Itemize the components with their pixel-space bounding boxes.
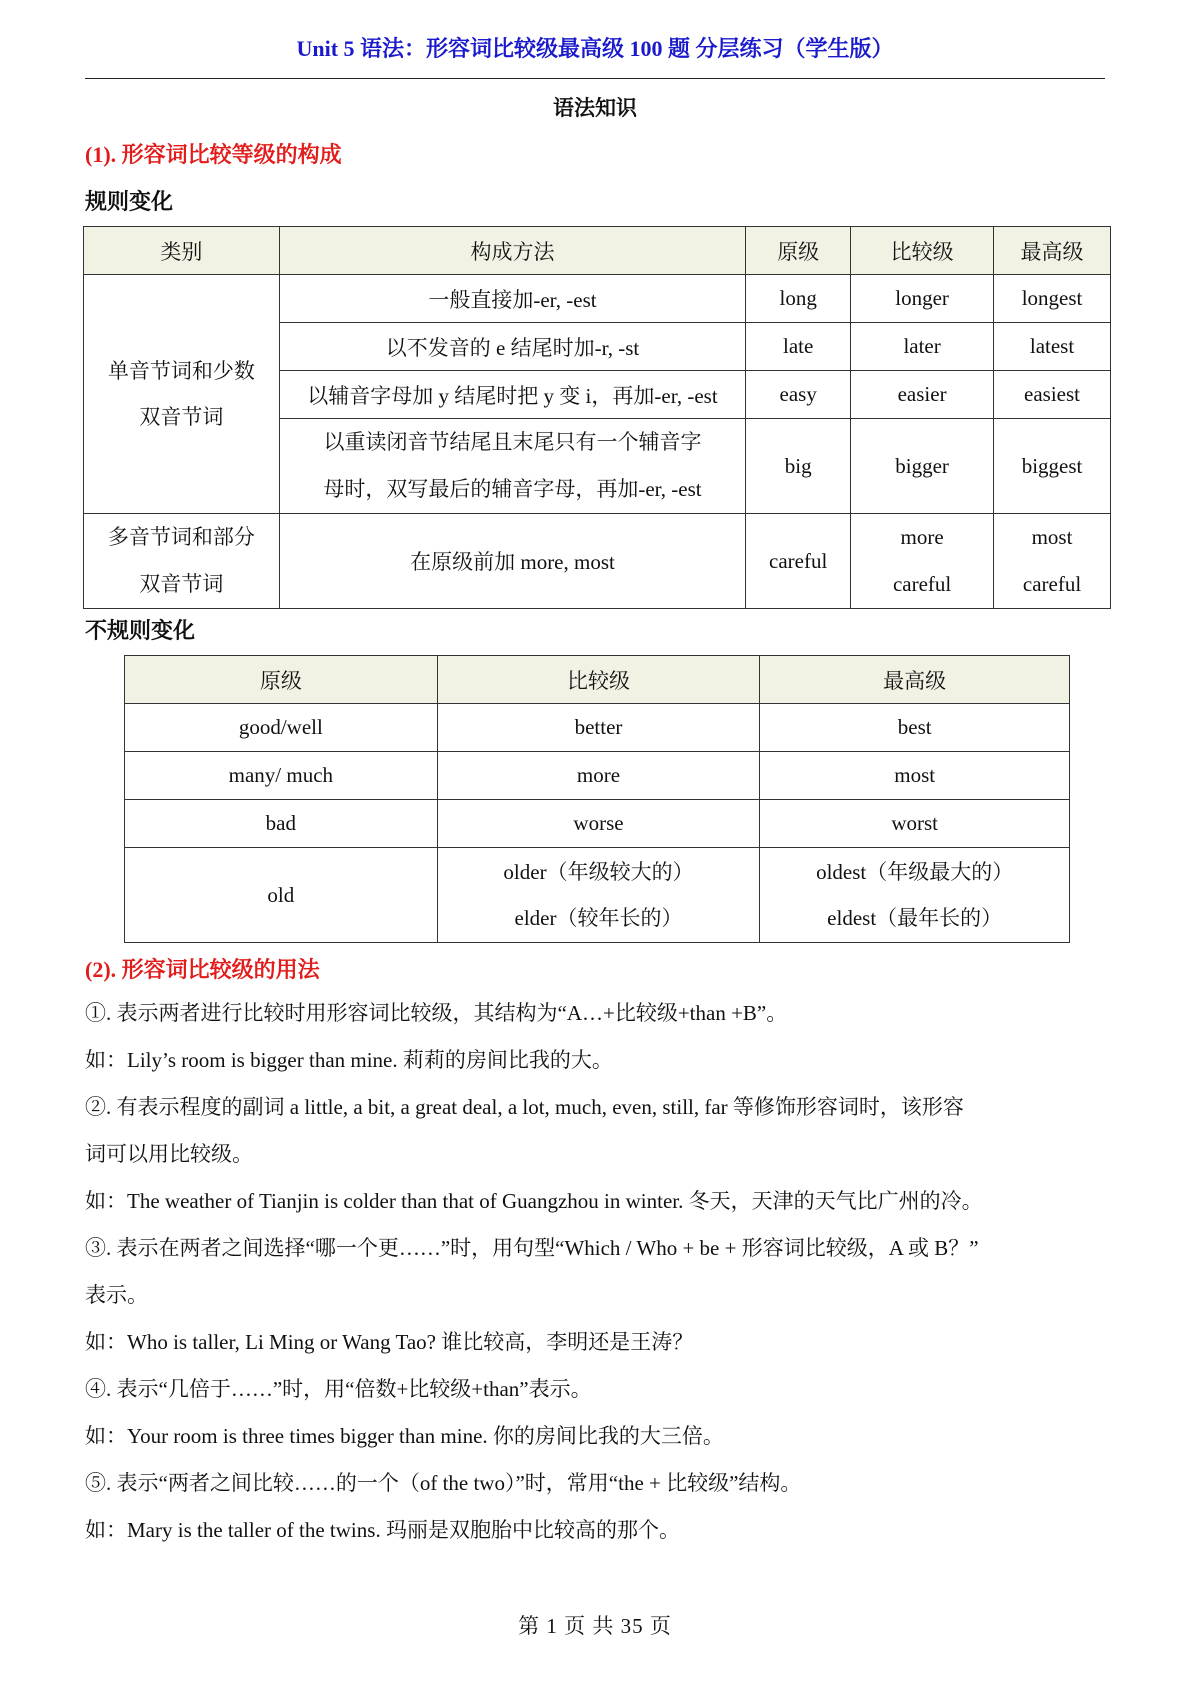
usage-line: ②. 有表示程度的副词 a little, a bit, a great deal, a lot, much, even, still, far 等修饰形容词时，该形容: [85, 1095, 964, 1119]
table-row: [125, 704, 1070, 752]
usage-line: 词可以用比较级。: [85, 1142, 253, 1166]
column-header: 最高级: [994, 227, 1111, 275]
column-header: 原级: [125, 656, 438, 704]
table-row: [84, 514, 1111, 609]
comparative-cell: worse: [437, 800, 760, 848]
base-cell: easy: [746, 371, 851, 419]
base-cell: long: [746, 275, 851, 323]
superlative-cell: latest: [994, 323, 1111, 371]
column-header: 最高级: [760, 656, 1070, 704]
base-cell: old: [125, 848, 438, 943]
column-header: 原级: [746, 227, 851, 275]
base-cell: good/well: [125, 704, 438, 752]
base-cell: late: [746, 323, 851, 371]
superlative-cell: most: [760, 752, 1070, 800]
page-header: [85, 32, 1105, 79]
usage-example: 如：The weather of Tianjin is colder than that of Guangzhou in winter. 冬天，天津的天气比广州的冷。: [85, 1189, 983, 1213]
base-cell: bad: [125, 800, 438, 848]
usage-example: 如：Who is taller, Li Ming or Wang Tao? 谁比较高，李明还是王涛？: [85, 1330, 694, 1354]
method-cell: 以不发音的 e 结尾时加-r, -st: [279, 323, 745, 371]
comparative-cell: more careful: [851, 514, 994, 609]
regular-change-table: [83, 226, 1111, 609]
superlative-cell: biggest: [994, 419, 1111, 514]
section-title: 语法知识: [553, 96, 637, 120]
base-cell: careful: [746, 514, 851, 609]
superlative-cell: worst: [760, 800, 1070, 848]
usage-paragraphs: [85, 990, 1113, 1554]
comparative-cell: more: [437, 752, 760, 800]
table-header-row: [84, 227, 1111, 275]
usage-example: 如：Mary is the taller of the twins. 玛丽是双胞胎中比较高的那个。: [85, 1518, 680, 1542]
column-header: 构成方法: [279, 227, 745, 275]
base-cell: many/ much: [125, 752, 438, 800]
usage-line: ③. 表示在两者之间选择“哪一个更……”时，用句型“Which / Who + be + 形容词比较级，A 或 B？”: [85, 1236, 979, 1260]
comparative-cell: longer: [851, 275, 994, 323]
table-row: [125, 800, 1070, 848]
comparative-cell: older（年级较大的） elder（较年长的）: [437, 848, 760, 943]
method-cell: 一般直接加-er, -est: [279, 275, 745, 323]
comparative-cell: later: [851, 323, 994, 371]
column-header: 比较级: [437, 656, 760, 704]
superlative-cell: easiest: [994, 371, 1111, 419]
part1-heading: (1). 形容词比较等级的构成: [85, 142, 342, 167]
irregular-change-table: [124, 655, 1070, 943]
table-header-row: [125, 656, 1070, 704]
regular-heading: 规则变化: [85, 189, 174, 214]
base-cell: big: [746, 419, 851, 514]
table-row: [84, 275, 1111, 323]
column-header: 类别: [84, 227, 280, 275]
method-cell: 在原级前加 more, most: [279, 514, 745, 609]
usage-example: 如：Your room is three times bigger than mine. 你的房间比我的大三倍。: [85, 1424, 724, 1448]
comparative-cell: easier: [851, 371, 994, 419]
irregular-heading: 不规则变化: [85, 618, 196, 643]
part2-heading: (2). 形容词比较级的用法: [85, 957, 320, 982]
usage-line: ④. 表示“几倍于……”时，用“倍数+比较级+than”表示。: [85, 1377, 592, 1401]
comparative-cell: bigger: [851, 419, 994, 514]
superlative-cell: oldest（年级最大的） eldest（最年长的）: [760, 848, 1070, 943]
page-footer: [0, 1610, 1190, 1640]
category-cell: 多音节词和部分 双音节词: [84, 514, 280, 609]
usage-example: 如：Lily’s room is bigger than mine. 莉莉的房间比我的大。: [85, 1048, 613, 1072]
page-number: 第 1 页 共 35 页: [518, 1614, 672, 1638]
usage-line: ⑤. 表示“两者之间比较……的一个（of the two）”时，常用“the + 比较级”结构。: [85, 1471, 802, 1495]
method-cell: 以重读闭音节结尾且末尾只有一个辅音字 母时，双写最后的辅音字母，再加-er, -est: [279, 419, 745, 514]
superlative-cell: best: [760, 704, 1070, 752]
column-header: 比较级: [851, 227, 994, 275]
method-cell: 以辅音字母加 y 结尾时把 y 变 i，再加-er, -est: [279, 371, 745, 419]
usage-line: 表示。: [85, 1283, 148, 1307]
superlative-cell: longest: [994, 275, 1111, 323]
comparative-cell: better: [437, 704, 760, 752]
page-header-title: Unit 5 语法：形容词比较级最高级 100 题 分层练习（学生版）: [296, 36, 894, 61]
table-row: [125, 752, 1070, 800]
superlative-cell: most careful: [994, 514, 1111, 609]
usage-line: ①. 表示两者进行比较时用形容词比较级，其结构为“A…+比较级+than +B”。: [85, 1001, 788, 1025]
category-cell: 单音节词和少数 双音节词: [84, 275, 280, 514]
table-row: [125, 848, 1070, 943]
